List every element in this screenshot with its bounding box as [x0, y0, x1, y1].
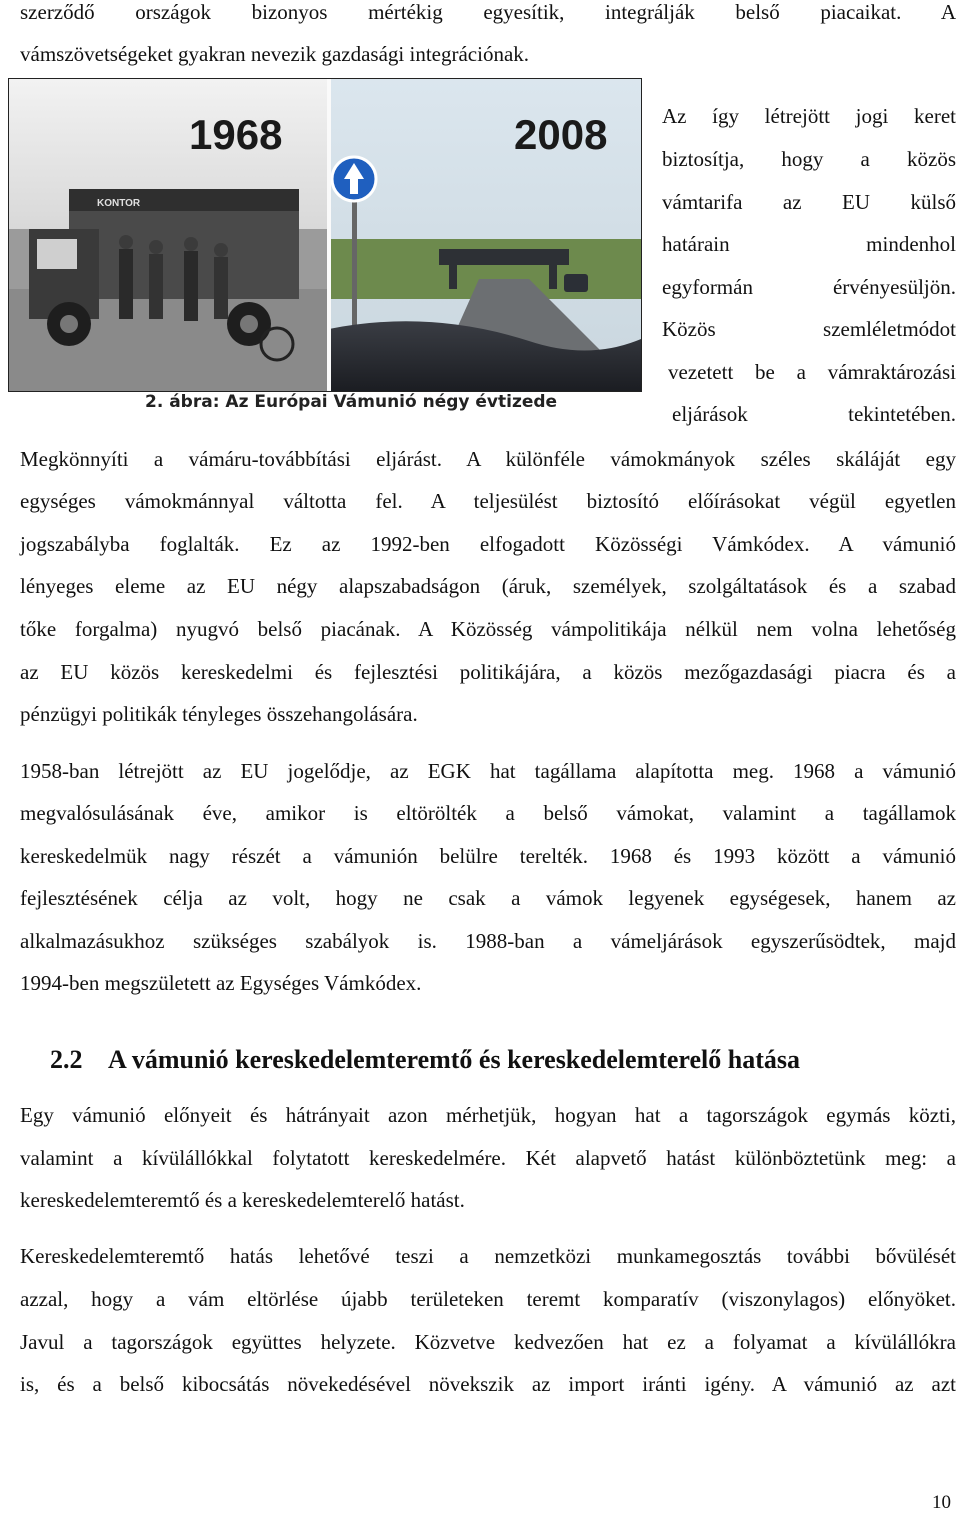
body-text-line: valamint a kívülállókkal folytatott kereskedelmére. Két alapvető hatást különböztetünk meg: a — [20, 1146, 956, 1170]
body-text-line: azzal, hogy a vám eltörlése újabb területeken teremt komparatív (viszonylagos) előnyöket. — [20, 1287, 956, 1311]
body-text-line: 1958-ban létrejött az EU jogelődje, az EGK hat tagállama alapította meg. 1968 a vámunió — [20, 759, 956, 783]
side-text-line: határain mindenhol — [662, 232, 956, 256]
body-text-line: kereskedelmük nagy részét a vámunión belülre terelték. 1968 és 1993 között a vámunió — [20, 844, 956, 868]
section-number: 2.2 — [50, 1045, 83, 1074]
body-text-line: is, és a belső kibocsátás növekedésével növekszik az import iránti igény. A vámunió az azt — [20, 1372, 956, 1396]
body-text-line: pénzügyi politikák tényleges összehangolására. — [20, 702, 418, 726]
side-text-line: Az így létrejött jogi keret — [662, 104, 956, 128]
year-1968-label: 1968 — [189, 111, 283, 158]
section-heading — [50, 1045, 800, 1075]
year-2008-label: 2008 — [514, 111, 608, 158]
body-text-line: vámszövetségeket gyakran nevezik gazdasági integrációnak. — [20, 42, 530, 66]
side-text-line: eljárások tekintetében. — [672, 402, 956, 426]
body-text-line: 1994-ben megszületett az Egységes Vámkódex. — [20, 971, 422, 995]
figure-caption: 2. ábra: Az Európai Vámunió négy évtizede — [145, 392, 558, 412]
photo-1968 — [9, 79, 329, 391]
body-text-line: az EU közös kereskedelmi és fejlesztési politikájára, a közös mezőgazdasági piacra és a — [20, 660, 956, 684]
body-text-line: jogszabályba foglalták. Ez az 1992-ben elfogadott Közösségi Vámkódex. A vámunió — [20, 532, 956, 556]
body-text-line: szerződő országok bizonyos mértékig egyesítik, integrálják belső piacaikat. A — [20, 0, 956, 24]
body-text-line: fejlesztésének célja az volt, hogy ne csak a vámok legyenek egységesek, hanem az — [20, 886, 956, 910]
body-text-line: lényeges eleme az EU négy alapszabadságon (áruk, személyek, szolgáltatások és a szabad — [20, 574, 956, 598]
body-text-line: Egy vámunió előnyeit és hátrányait azon mérhetjük, hogyan hat a tagországok egymás közti, — [20, 1103, 956, 1127]
body-text-line: Megkönnyíti a vámáru-továbbítási eljárást. A különféle vámokmányok széles skáláját egy — [20, 447, 956, 471]
body-text-line: tőke forgalma) nyugvó belső piacának. A Közösség vámpolitikája nélkül nem volna lehetőség — [20, 617, 956, 641]
figure-image — [8, 78, 642, 392]
body-text-line: alkalmazásukhoz szükséges szabályok is. 1988-ban a vámeljárások egyszerűsödtek, majd — [20, 929, 956, 953]
truck-sign: KONTOR — [97, 198, 141, 209]
side-text-line: egyformán érvényesüljön. — [662, 275, 956, 299]
section-title: A vámunió kereskedelemteremtő és kereskedelemterelő hatása — [108, 1045, 800, 1074]
body-text-line: Kereskedelemteremtő hatás lehetővé teszi a nemzetközi munkamegosztás további bővülését — [20, 1244, 956, 1268]
photo-2008 — [329, 79, 641, 391]
side-text-line: vámtarifa az EU külső — [662, 190, 956, 214]
body-text-line: egységes vámokmánnyal váltotta fel. A teljesülést biztosító előírásokat végül egyetlen — [20, 489, 956, 513]
body-text-line: kereskedelemteremtő és a kereskedelemterelő hatást. — [20, 1188, 465, 1212]
side-text-line: biztosítja, hogy a közös — [662, 147, 956, 171]
side-text-line: Közös szemléletmódot — [662, 317, 956, 341]
body-text-line: Javul a tagországok együttes helyzete. Közvetve kedvezően hat ez a folyamat a kívülállókra — [20, 1330, 956, 1354]
body-text-line: megvalósulásának éve, amikor is eltörölték a belső vámokat, valamint a tagállamok — [20, 801, 956, 825]
page-number: 10 — [932, 1492, 951, 1513]
side-text-line: vezetett be a vámraktározási — [668, 360, 956, 384]
